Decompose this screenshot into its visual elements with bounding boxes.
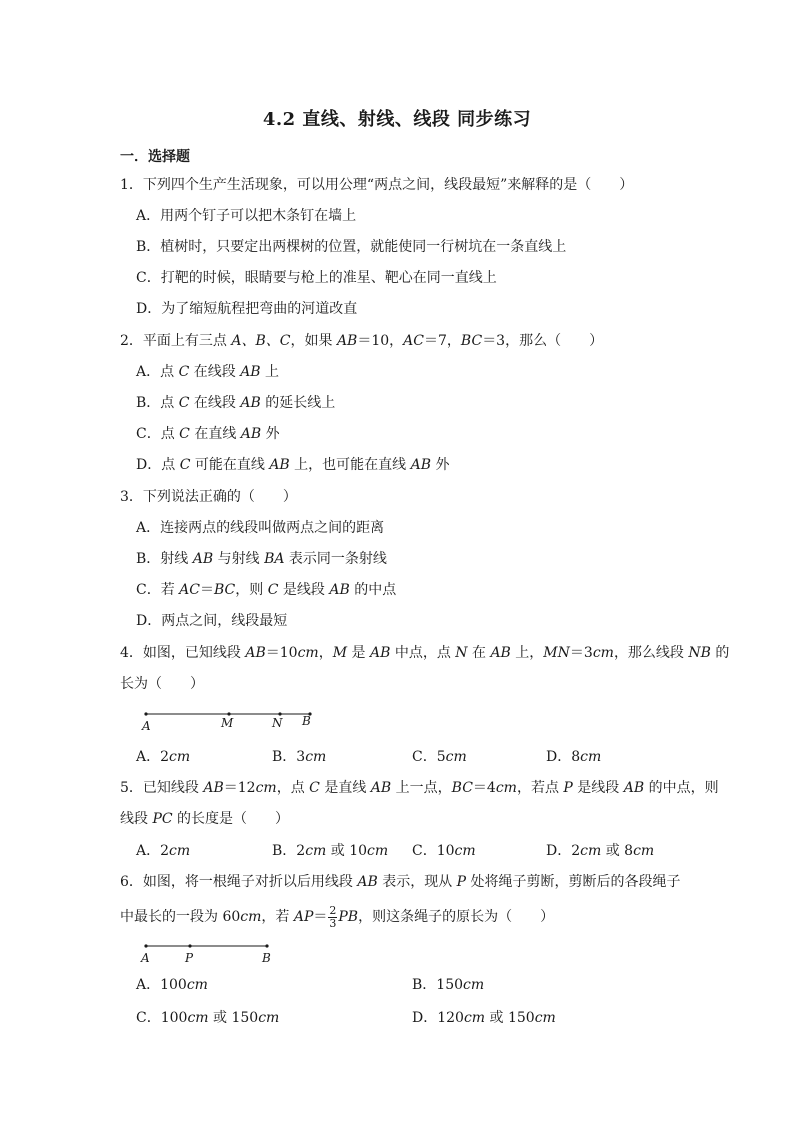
question-3-option-a: A．连接两点的线段叫做两点之间的距离 <box>136 520 385 536</box>
question-4-option-b: B．3cm <box>272 749 327 765</box>
question-4-option-d: D．8cm <box>546 749 602 765</box>
question-6-stem-line1: 6．如图，将一根绳子对折以后用线段 AB 表示，现从 P 处将绳子剪断，剪断后的各段绳子 <box>120 874 681 890</box>
question-2-option-c: C．点 C 在直线 AB 外 <box>136 426 280 442</box>
label-n: N <box>272 716 283 730</box>
question-5-option-d: D．2cm 或 8cm <box>546 843 655 859</box>
label-a: A <box>142 719 151 733</box>
question-4-option-a: A．2cm <box>136 749 191 765</box>
question-4-stem-line1: 4．如图，已知线段 AB＝10cm，M 是 AB 中点，点 N 在 AB 上，MN＝3cm，那么线段 NB 的 <box>120 645 730 661</box>
question-3-option-c: C．若 AC＝BC，则 C 是线段 AB 的中点 <box>136 582 397 598</box>
question-1-option-a: A．用两个钉子可以把木条钉在墙上 <box>136 208 357 224</box>
label-p: P <box>185 951 194 965</box>
question-5-option-b: B．2cm 或 10cm <box>272 843 389 859</box>
label-b: B <box>262 951 271 965</box>
question-4-option-c: C．5cm <box>412 749 467 765</box>
question-3-stem: 3．下列说法正确的（ ） <box>120 489 297 505</box>
question-1-option-b: B．植树时，只要定出两棵树的位置，就能使同一行树坑在一条直线上 <box>136 239 567 255</box>
question-1-stem: 1．下列四个生产生活现象，可以用公理“两点之间，线段最短”来解释的是（ ） <box>120 177 634 193</box>
question-5-stem-line2: 线段 PC 的长度是（ ） <box>120 811 290 827</box>
question-2-stem: 2．平面上有三点 A、B、C，如果 AB＝10，AC＝7，BC＝3，那么（ ） <box>120 333 604 349</box>
question-2-option-b: B．点 C 在线段 AB 的延长线上 <box>136 395 336 411</box>
point-a-dot <box>144 712 147 715</box>
page-title: 4.2 直线、射线、线段 同步练习 <box>262 109 532 130</box>
question-1-option-d: D．为了缩短航程把弯曲的河道改直 <box>136 301 358 317</box>
question-6-option-d: D．120cm 或 150cm <box>412 1010 556 1026</box>
question-6-stem-line2: 中最长的一段为 60cm，若 AP＝ $\frac{2}{3}$ PB，则这条绳子的原长为（ ） <box>120 903 555 930</box>
question-2-option-d: D．点 C 可能在直线 AB 上，也可能在直线 AB 外 <box>136 457 450 473</box>
fraction-two-thirds: $\frac{2}{3}$ <box>329 903 337 930</box>
question-3-option-d: D．两点之间，线段最短 <box>136 613 288 629</box>
question-2-option-a: A．点 C 在线段 AB 上 <box>136 364 280 380</box>
question-3-option-b: B．射线 AB 与射线 BA 表示同一条射线 <box>136 551 387 567</box>
question-6-option-b: B．150cm <box>412 977 485 993</box>
point-p-dot <box>188 944 191 947</box>
question-4-stem-line2: 长为（ ） <box>120 676 204 692</box>
question-6-option-c: C．100cm 或 150cm <box>136 1010 280 1026</box>
section-heading: 一．选择题 <box>120 149 190 165</box>
question-1-option-c: C．打靶的时候，眼睛要与枪上的准星、靶心在同一直线上 <box>136 270 497 286</box>
question-4-segment-figure <box>138 706 328 736</box>
question-5-option-a: A．2cm <box>136 843 191 859</box>
question-5-option-c: C．10cm <box>412 843 476 859</box>
label-a: A <box>141 951 150 965</box>
question-6-segment-figure <box>138 938 288 968</box>
question-5-stem-line1: 5．已知线段 AB＝12cm，点 C 是直线 AB 上一点，BC＝4cm，若点 P 是线段 AB 的中点，则 <box>120 780 719 796</box>
point-b-dot <box>265 944 268 947</box>
label-m: M <box>221 716 234 730</box>
label-b: B <box>302 714 311 728</box>
point-a-dot <box>144 944 147 947</box>
question-6-option-a: A．100cm <box>136 977 208 993</box>
